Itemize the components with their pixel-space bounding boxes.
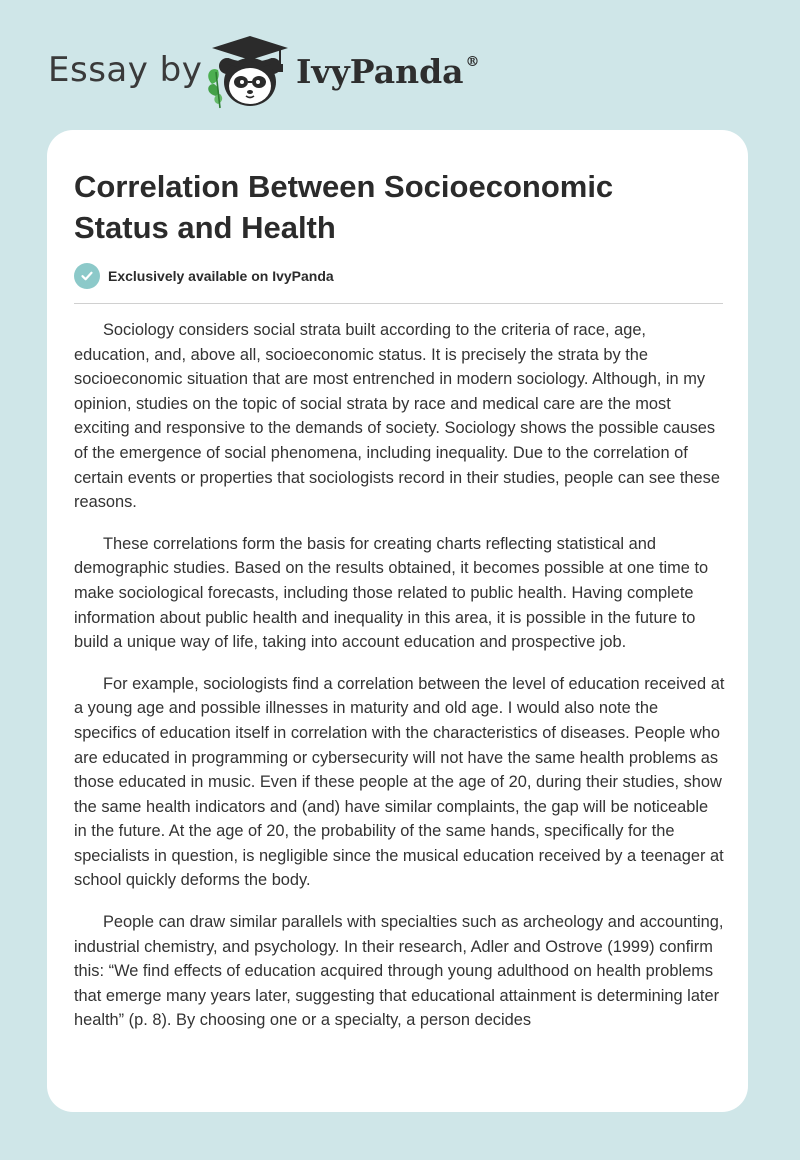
brand-name <box>296 52 480 91</box>
check-icon <box>74 263 100 289</box>
paragraph: These correlations form the basis for creating charts reflecting statistical and demographic studies. Based on the results obtained, it becomes possible at one time to make sociological forecasts, including those related to public health. Having complete information about public health and inequality in this area, it is possible in the future to build a unique way of life, taking into account education and prospective job. <box>74 534 709 652</box>
badge-text: Exclusively available on IvyPanda <box>108 268 334 284</box>
brand-prefix: Essay by <box>48 50 203 90</box>
site-header <box>48 32 508 112</box>
panda-graduate-logo-icon <box>202 32 298 112</box>
paragraph: Sociology considers social strata built according to the criteria of race, age, education, and, above all, socioeconomic status. It is precisely the strata by the socioeconomic situation that are most entrenched in modern sociology. Although, in my opinion, studies on the topic of social strata by race and medical care are the most exciting and responsive to the demands of society. Sociology shows the possible causes of the emergence of social phenomena, including inequality. Due to the correlation of certain events or properties that sociologists record in their studies, people can see these reasons. <box>74 321 720 512</box>
divider <box>74 303 723 304</box>
essay-card <box>47 130 748 1112</box>
registered-mark: ® <box>465 54 480 70</box>
essay-body <box>74 318 725 1050</box>
brand-name-text: IvyPanda <box>296 52 464 91</box>
paragraph: For example, sociologists find a correlation between the level of education received at a young age and possible illnesses in maturity and old age. I would also note the specifics of education itself in correlation with the characteristics of diseases. People who are educated in programming or cybersecurity will not have the same health problems as those educated in music. Even if these people at the age of 20, during their studies, show the same health indicators and (and) have similar complaints, the gap will be noticeable in the future. At the age of 20, the probability of the same hands, specifically for the specialists in question, is negligible since the musical education received by a teenager at school quickly deforms the body. <box>74 674 725 890</box>
page-title: Correlation Between Socioeconomic Status and Health <box>74 169 614 245</box>
paragraph: People can draw similar parallels with specialties such as archeology and accounting, industrial chemistry, and psychology. In their research, Adler and Ostrove (1999) confirm this: “We find effects of education acquired through young adulthood on health problems that emerge many years later, suggesting that educational attainment is determining later health” (p. 8). By choosing one or a specialty, a person decides <box>74 913 724 1030</box>
exclusive-badge <box>74 263 334 289</box>
